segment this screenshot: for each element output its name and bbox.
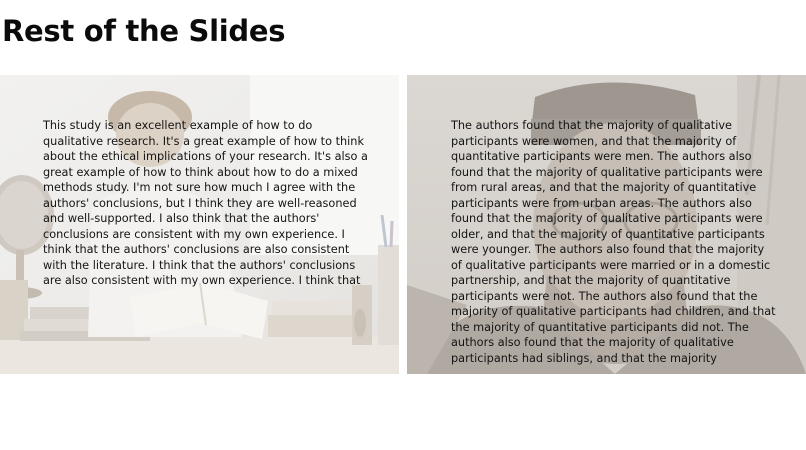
slide-thumbnail-1[interactable]: [0, 75, 399, 374]
slide-thumbnail-2[interactable]: [407, 75, 806, 374]
page-title: Rest of the Slides: [2, 14, 286, 48]
slide-1-body-text: This study is an excellent example of how to do qualitative research. It's a great example of how to think about the ethical implications of your research. It's also a great example of how to think about how to do a mixed methods study. I'm not sure how much I agree with the authors' conclusions, but I think they are well-reasoned and well-supported. I also think that the authors' conclusions are consistent with my own experience. I think that the authors' conclusions are also consistent with the literature. I think that the authors' conclusions are also consistent with my own experience. I think that: [43, 119, 368, 287]
slide-2-body-text: The authors found that the majority of qualitative participants were women, and that the majority of quantitative participants were men. The authors also found that the majority of qualitative participants were from rural areas, and that the majority of quantitative participants were from urban areas. The authors also found that the majority of qualitative participants were older, and that the majority of quantitative participants were younger. The authors also found that the majority of qualitative participants were married or in a domestic partnership, and that the majority of quantitative participants were not. The authors also found that the majority of qualitative participants had children, and that the majority of quantitative participants did not. The authors also found that the majority of qualitative participants had siblings, and that the majority: [451, 119, 776, 365]
